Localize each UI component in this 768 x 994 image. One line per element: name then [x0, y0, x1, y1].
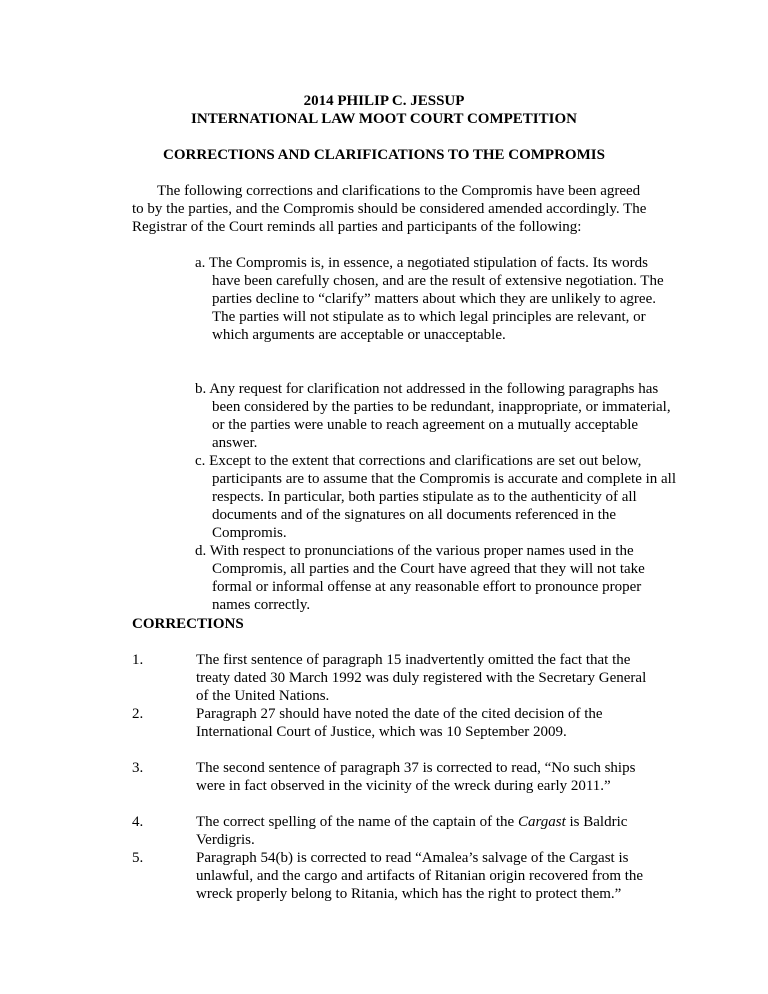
clause-text: Except to the extent that corrections and clarifications are set out below, participants are to assume that the Compromis is accurate and complete in all respects. In particular, both parties stipulate as to the authenticity of all documents and of the signatures on all documents referenced in the Compromis. — [209, 453, 677, 541]
correction-item — [132, 651, 662, 705]
clause-item — [195, 542, 677, 614]
correction-text: Paragraph 27 should have noted the date of the cited decision of the International Court of Justice, which was 10 September 2009. — [196, 706, 603, 740]
clause-item — [195, 452, 677, 542]
clause-label: b. — [195, 381, 207, 397]
correction-item — [132, 849, 662, 903]
clause-item — [195, 380, 677, 452]
correction-number: 5. — [132, 850, 144, 866]
clause-label: a. — [195, 255, 206, 271]
correction-number: 3. — [132, 760, 144, 776]
correction-text: The second sentence of paragraph 37 is corrected to read, “No such ships were in fact observed in the vicinity of the wreck during early 2011.” — [196, 760, 636, 794]
correction-text-before: The correct spelling of the name of the captain of the — [196, 814, 518, 830]
title-line-2: INTERNATIONAL LAW MOOT COURT COMPETITION — [191, 111, 577, 127]
document-title — [0, 92, 768, 128]
correction-item — [132, 759, 662, 795]
correction-number: 4. — [132, 814, 144, 830]
clause-item — [195, 254, 677, 344]
clause-text: With respect to pronunciations of the various proper names used in the Compromis, all parties and the Court have agreed that they will not take formal or informal offense at any reasonable effort to pronounce proper names correctly. — [209, 543, 645, 613]
correction-item — [132, 813, 662, 849]
intro-paragraph: The following corrections and clarifications to the Compromis have been agreed to by the parties, and the Compromis should be considered amended accordingly. The Registrar of the Court reminds all parties and participants of the following: — [132, 183, 647, 235]
title-line-1: 2014 PHILIP C. JESSUP — [303, 93, 465, 109]
correction-text: The first sentence of paragraph 15 inadvertently omitted the fact that the treaty dated 30 March 1992 was duly registered with the Secretary General of the United Nations. — [196, 652, 647, 704]
clause-text: Any request for clarification not addressed in the following paragraphs has been considered by the parties to be redundant, inappropriate, or immaterial, or the parties were unable to reach agreement on a mutually acceptable answer. — [209, 381, 671, 451]
ship-name: Cargast — [517, 814, 566, 830]
correction-number: 2. — [132, 706, 144, 722]
correction-text-after: is Baldric Verdigris. — [196, 814, 628, 848]
document-subtitle: CORRECTIONS AND CLARIFICATIONS TO THE COMPROMIS — [163, 147, 605, 163]
clause-text: The Compromis is, in essence, a negotiated stipulation of facts. Its words have been carefully chosen, and are the result of extensive negotiation. The parties decline to “clarify” matters about which they are unlikely to agree. The parties will not stipulate as to which legal principles are relevant, or which arguments are acceptable or unacceptable. — [208, 255, 664, 343]
correction-item — [132, 705, 662, 741]
corrections-heading: CORRECTIONS — [132, 616, 244, 632]
clause-label: d. — [195, 543, 207, 559]
correction-number: 1. — [132, 652, 144, 668]
correction-text: Paragraph 54(b) is corrected to read “Amalea’s salvage of the Cargast is unlawful, and the cargo and artifacts of Ritanian origin recovered from the wreck properly belong to Ritania, which has the right to protect them.” — [196, 850, 644, 902]
clause-label: c. — [195, 453, 206, 469]
correction-text — [196, 813, 662, 849]
